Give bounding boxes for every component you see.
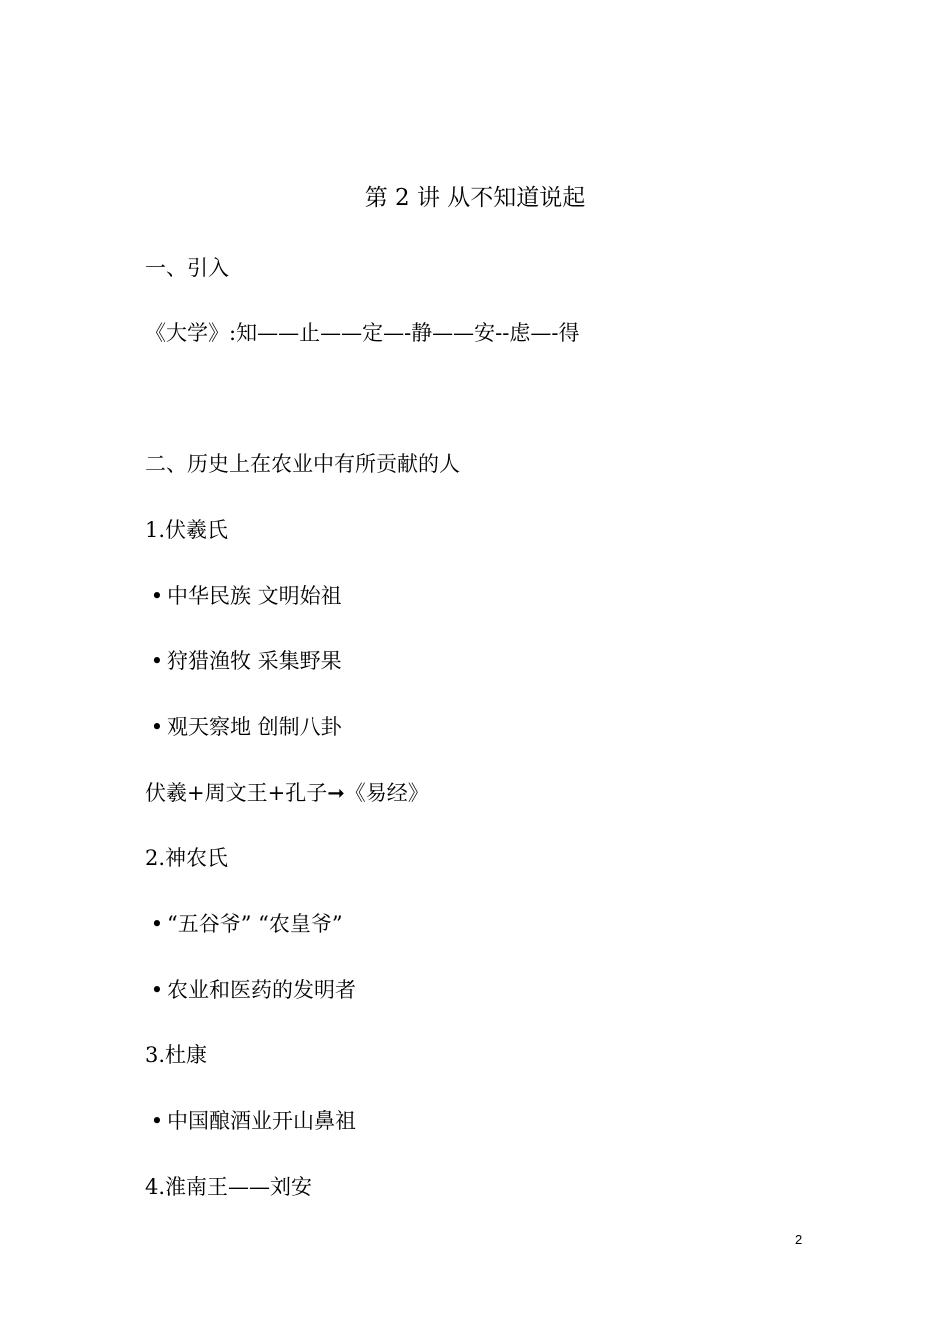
list-item — [147, 975, 356, 1005]
list-item — [147, 1106, 356, 1136]
section-heading-intro: 一、引入 — [145, 256, 229, 280]
bullet-icon: • — [150, 649, 164, 673]
list-item-text: 观天察地 创制八卦 — [167, 715, 342, 739]
list-item — [147, 909, 343, 939]
list-item-text: 中华民族 文明始祖 — [167, 584, 342, 608]
daxue-quote: 《大学》:知——止——定—-静——安--虑—-得 — [145, 321, 580, 345]
list-item — [147, 646, 342, 676]
bullet-icon: • — [150, 584, 164, 608]
item-heading-dukang: 3.杜康 — [145, 1043, 208, 1067]
item-heading-shennong: 2.神农氏 — [145, 846, 229, 870]
page-number: 2 — [795, 1232, 803, 1247]
yijing-note: 伏羲+周文王+孔子➞《易经》 — [145, 781, 429, 805]
section-heading-contributors: 二、历史上在农业中有所贡献的人 — [145, 452, 460, 476]
list-item-text: 中国酿酒业开山鼻祖 — [167, 1109, 356, 1133]
bullet-icon: • — [150, 978, 164, 1002]
bullet-icon: • — [150, 715, 164, 739]
bullet-icon: • — [150, 1109, 164, 1133]
list-item-text: “五谷爷” “农皇爷” — [167, 912, 343, 936]
list-item — [147, 712, 342, 742]
item-heading-liuan: 4.淮南王——刘安 — [145, 1175, 313, 1199]
list-item-text: 农业和医药的发明者 — [167, 978, 356, 1002]
item-heading-fuxi: 1.伏羲氏 — [145, 518, 229, 542]
page-title: 第 2 讲 从不知道说起 — [364, 185, 586, 211]
list-item-text: 狩猎渔牧 采集野果 — [167, 649, 342, 673]
list-item — [147, 581, 342, 611]
bullet-icon: • — [150, 912, 164, 936]
